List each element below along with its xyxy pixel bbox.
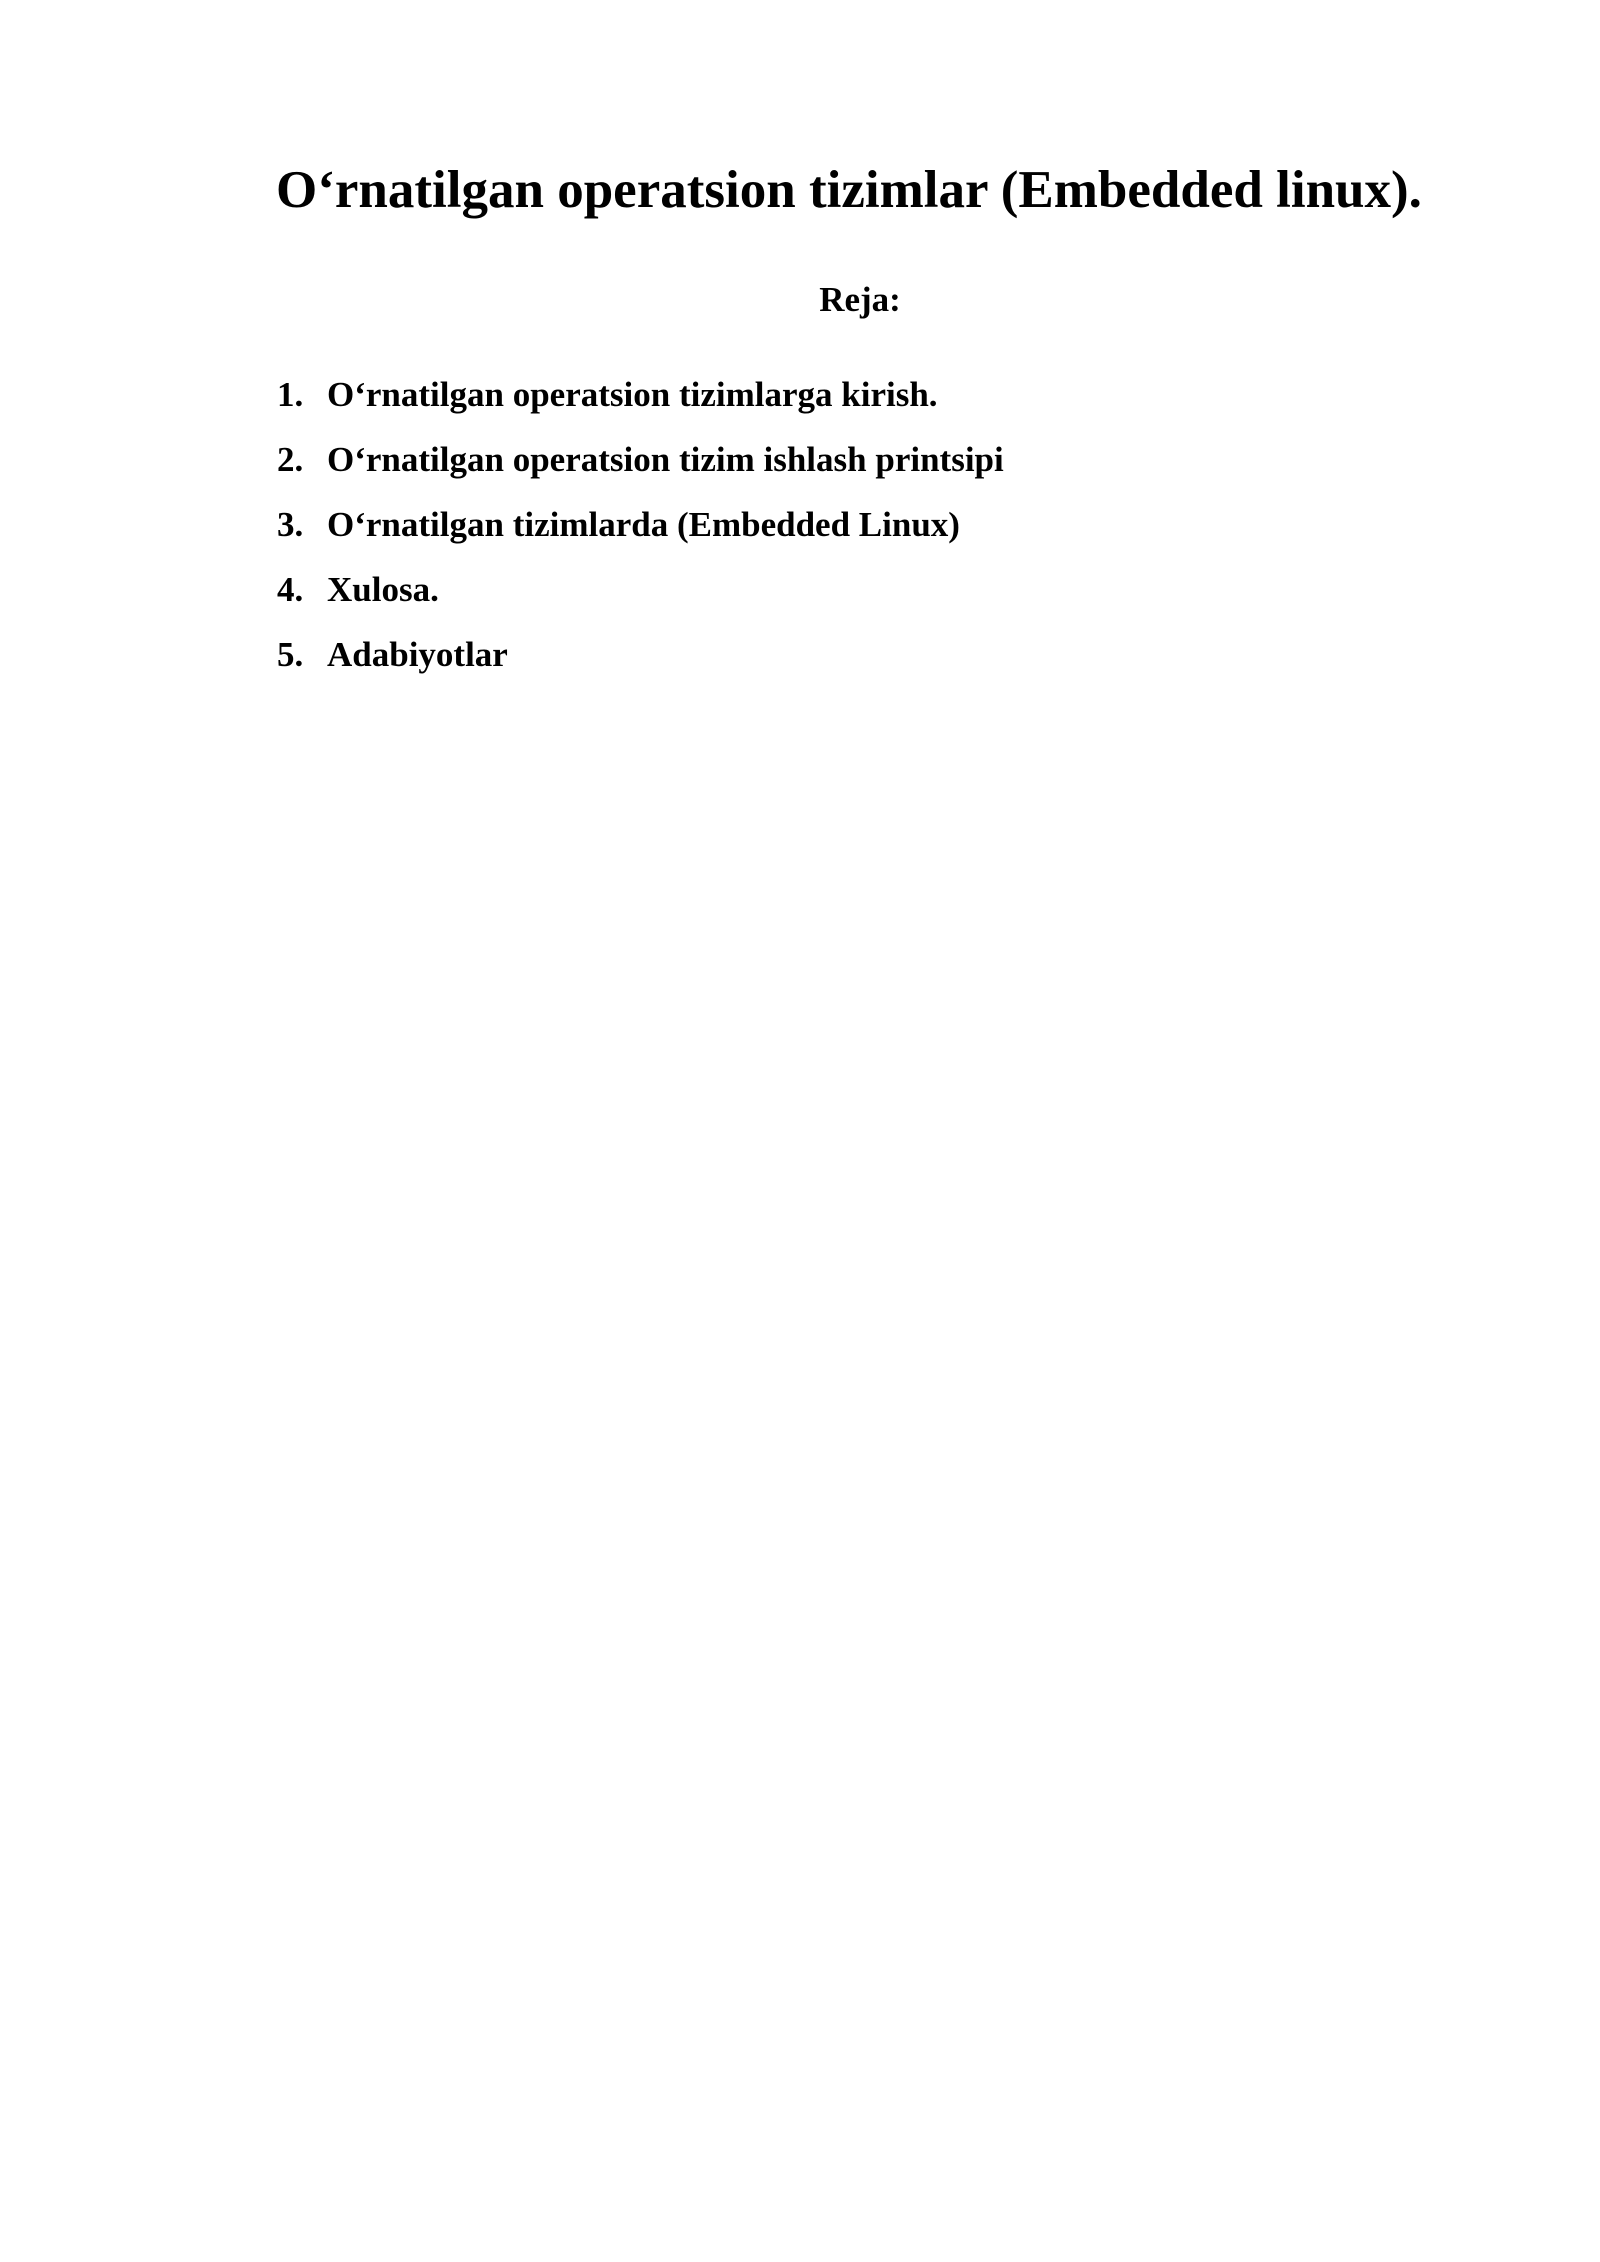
plan-item-number: 3. [277, 505, 304, 544]
plan-item-number: 4. [277, 570, 304, 609]
plan-item [277, 622, 1004, 687]
plan-item-text: Adabiyotlar [327, 635, 508, 674]
plan-item-text: O‘rnatilgan operatsion tizim ishlash printsipi [327, 440, 1004, 479]
plan-item-number: 5. [277, 635, 304, 674]
document-title: O‘rnatilgan operatsion tizimlar (Embedded linux). [276, 161, 1422, 219]
plan-item [277, 492, 1004, 557]
plan-item-text: O‘rnatilgan tizimlarda (Embedded Linux) [327, 505, 960, 544]
plan-item [277, 427, 1004, 492]
plan-item [277, 362, 1004, 427]
plan-item [277, 557, 1004, 622]
plan-item-number: 2. [277, 440, 304, 479]
plan-heading: Reja: [819, 280, 901, 319]
plan-list [277, 362, 1004, 687]
plan-item-text: Xulosa. [327, 570, 439, 609]
plan-item-text: O‘rnatilgan operatsion tizimlarga kirish. [327, 375, 938, 414]
plan-item-number: 1. [277, 375, 304, 414]
